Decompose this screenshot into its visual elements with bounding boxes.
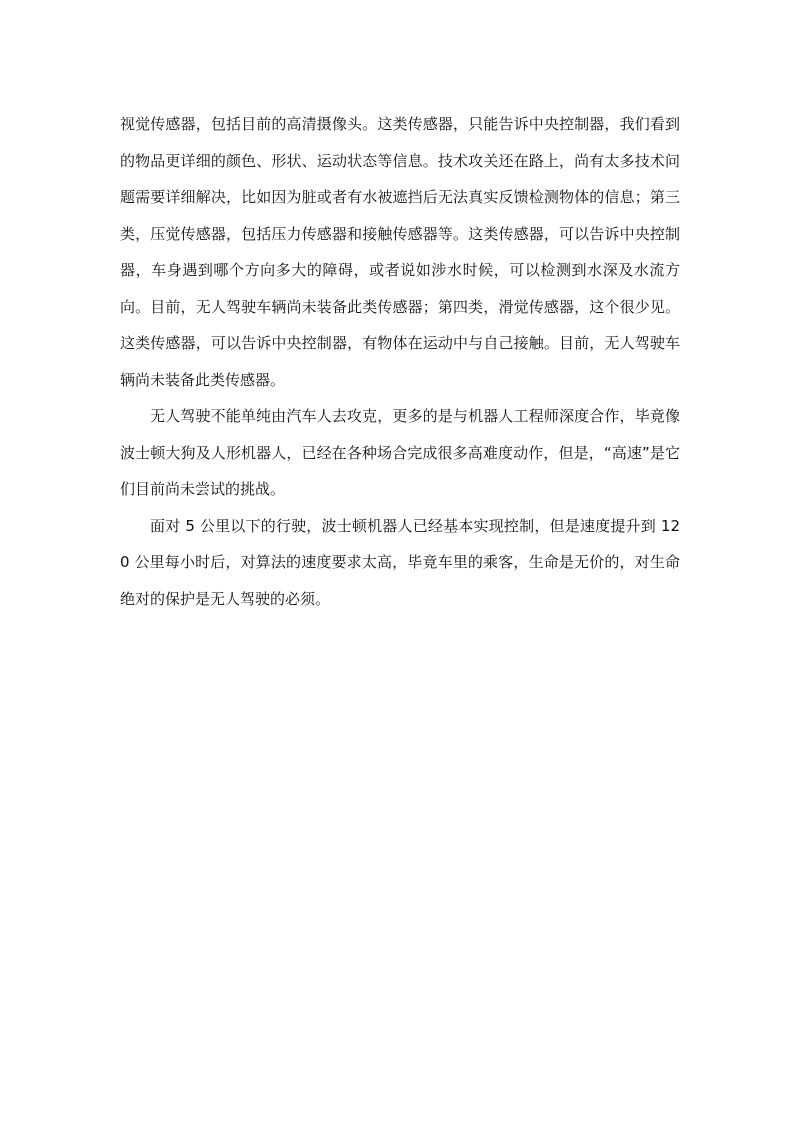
document-body	[120, 106, 680, 617]
paragraph-robot-cooperation: 无人驾驶不能单纯由汽车人去攻克，更多的是与机器人工程师深度合作，毕竟像波士顿大狗及人形机器人，已经在各种场合完成很多高难度动作，但是，“高速”是它们目前尚未尝试的挑战。	[120, 407, 680, 498]
paragraph-sensor-types: 视觉传感器，包括目前的高清摄像头。这类传感器，只能告诉中央控制器，我们看到的物品更详细的颜色、形状、运动状态等信息。技术攻关还在路上，尚有太多技术问题需要详细解决，比如因为脏或者有水被遮挡后无法真实反馈检测物体的信息；第三类，压觉传感器，包括压力传感器和接触传感器等。这类传感器，可以告诉中央控制器，车身遇到哪个方向多大的障碍，或者说如涉水时候，可以检测到水深及水流方向。目前，无人驾驶车辆尚未装备此类传感器；第四类，滑觉传感器，这个很少见。这类传感器，可以告诉中央控制器，有物体在运动中与自己接触。目前，无人驾驶车辆尚未装备此类传感器。	[120, 115, 680, 389]
paragraph-speed-challenge: 面对 5 公里以下的行驶，波士顿机器人已经基本实现控制，但是速度提升到 120 公里每小时后，对算法的速度要求太高，毕竟车里的乘客，生命是无价的，对生命绝对的保护是无人驾驶的必须。	[120, 516, 680, 608]
